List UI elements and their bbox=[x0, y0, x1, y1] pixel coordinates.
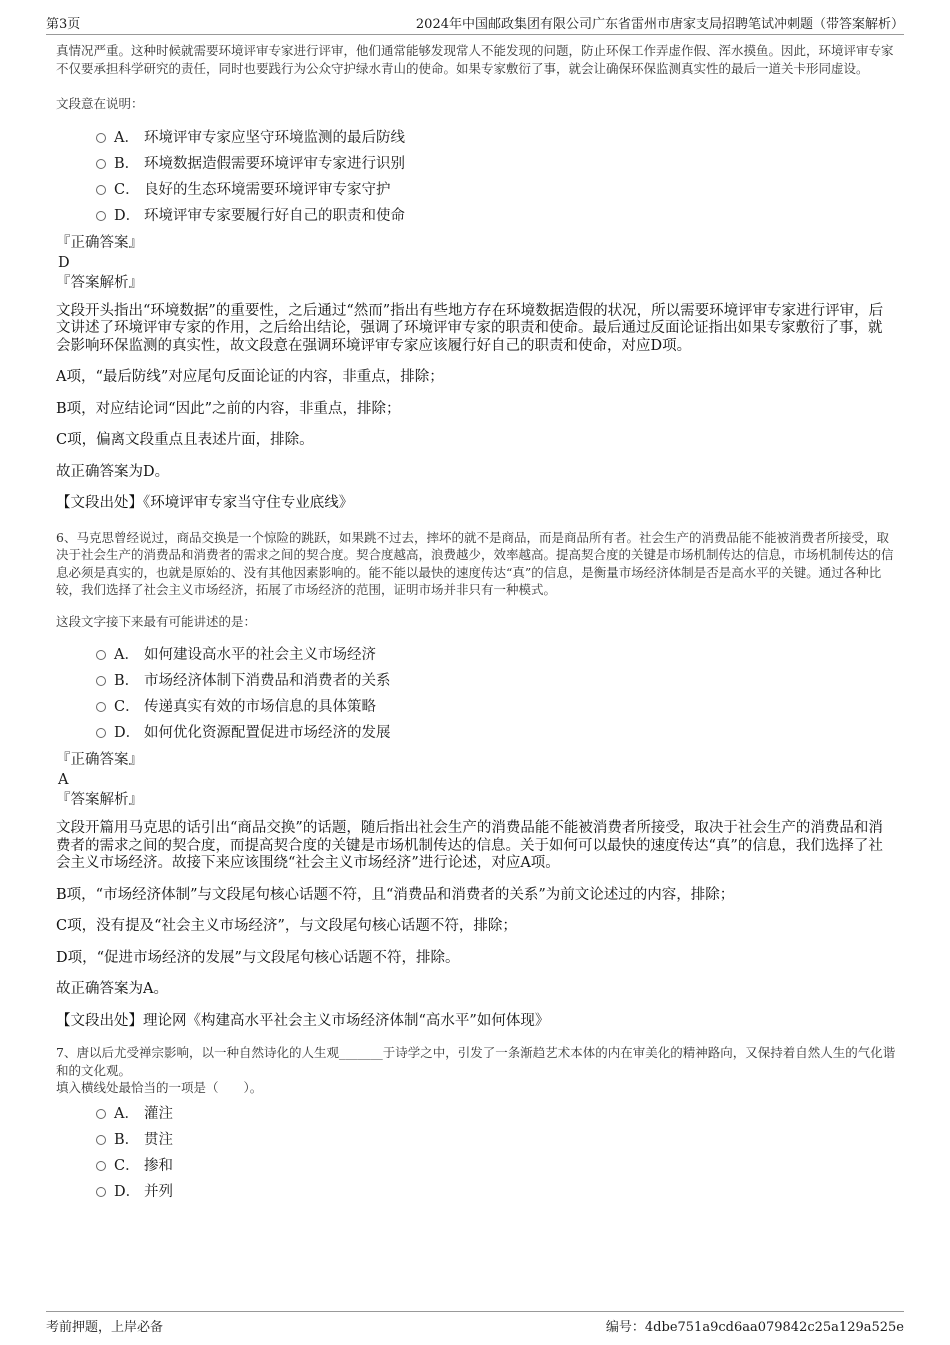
radio-icon[interactable] bbox=[96, 211, 106, 221]
q5-stem: 文段意在说明： bbox=[56, 96, 144, 111]
q5-analysis-a: A项，“最后防线”对应尾句反面论证的内容，非重点，排除； bbox=[56, 369, 444, 385]
q7-option-d[interactable]: D． 并列 bbox=[96, 1179, 896, 1205]
q6-option-c[interactable]: C． 传递真实有效的市场信息的具体策略 bbox=[96, 694, 896, 720]
radio-icon[interactable] bbox=[96, 728, 106, 738]
q5-conclusion: 故正确答案为D。 bbox=[56, 463, 170, 480]
q5-option-c[interactable]: C． 良好的生态环境需要环境评审专家守护 bbox=[96, 177, 896, 203]
q6-stem: 这段文字接下来最有可能讲述的是： bbox=[56, 613, 257, 629]
q6-options bbox=[96, 642, 896, 746]
q6-option-d[interactable]: D． 如何优化资源配置促进市场经济的发展 bbox=[96, 720, 896, 746]
q7-options bbox=[96, 1101, 896, 1205]
radio-icon[interactable] bbox=[96, 676, 106, 686]
radio-icon[interactable] bbox=[96, 1135, 106, 1145]
q6-analysis-label: 『答案解析』 bbox=[56, 792, 143, 808]
q5-source: 【文段出处】《环境评审专家当守住专业底线》 bbox=[56, 495, 354, 511]
q6-option-a[interactable]: A． 如何建设高水平的社会主义市场经济 bbox=[96, 642, 896, 668]
footer-slogan: 考前押题，上岸必备 bbox=[46, 1320, 164, 1335]
q7-passage: 7、唐以后尤受禅宗影响，以一种自然诗化的人生观_______于诗学之中，引发了一条渐趋艺术本体的内在审美化的精神路向，又保持着自然人生的气化谐和的文化观。 bbox=[56, 1045, 896, 1078]
q7-stem: 填入横线处最恰当的一项是（ ）。 bbox=[56, 1080, 263, 1095]
q5-analysis-c: C项，偏离文段重点且表述片面，排除。 bbox=[56, 432, 314, 448]
page-number: 第3页 bbox=[46, 17, 81, 32]
q5-answer: D bbox=[58, 254, 70, 271]
radio-icon[interactable] bbox=[96, 702, 106, 712]
q6-answer: A bbox=[58, 772, 69, 788]
radio-icon[interactable] bbox=[96, 1187, 106, 1197]
q6-analysis-c: C项，没有提及“社会主义市场经济”，与文段尾句核心话题不符，排除； bbox=[56, 918, 517, 934]
radio-icon[interactable] bbox=[96, 185, 106, 195]
q5-option-d[interactable]: D． 环境评审专家要履行好自己的职责和使命 bbox=[96, 203, 896, 229]
q6-analysis-d: D项，“促进市场经济的发展”与文段尾句核心话题不符，排除。 bbox=[56, 949, 460, 966]
page-header bbox=[46, 10, 904, 35]
q5-option-a[interactable]: A． 环境评审专家应坚守环境监测的最后防线 bbox=[96, 125, 896, 151]
q6-source: 【文段出处】理论网《构建高水平社会主义市场经济体制“高水平”如何体现》 bbox=[56, 1012, 550, 1029]
radio-icon[interactable] bbox=[96, 133, 106, 143]
q6-analysis-main: 文段开篇用马克思的话引出“商品交换”的话题，随后指出社会生产的消费品能不能被消费者所接受，取决于社会生产的消费品和消费者的需求之间的契合度，而提高契合度的关键是市场机制传达的信息。关于如何可以最快的速度传达“真”的信息，我们选择了社会主义市场经济。故接下来应该围绕“社会主义市场经济”进行论述，对应A项。 bbox=[56, 820, 883, 871]
page-footer bbox=[46, 1311, 904, 1340]
q5-answer-label: 『正确答案』 bbox=[56, 234, 143, 251]
q6-answer-label: 『正确答案』 bbox=[56, 752, 143, 768]
page-content bbox=[56, 42, 896, 1209]
q6-analysis-b: B项，“市场经济体制”与文段尾句核心话题不符，且“消费品和消费者的关系”为前文论述过的内容，排除； bbox=[56, 886, 735, 903]
q5-analysis-label: 『答案解析』 bbox=[56, 274, 143, 291]
radio-icon[interactable] bbox=[96, 159, 106, 169]
q5-passage: 真情况严重。这种时候就需要环境评审专家进行评审，他们通常能够发现常人不能发现的问题，防止环保工作弄虚作假、浑水摸鱼。因此，环境评审专家不仅要承担科学研究的责任，同时也要践行为公众守护绿水青山的使命。如果专家敷衍了事，就会让确保环保监测真实性的最后一道关卡形同虚设。 bbox=[56, 43, 894, 76]
q5-option-b[interactable]: B． 环境数据造假需要环境评审专家进行识别 bbox=[96, 151, 896, 177]
q6-conclusion: 故正确答案为A。 bbox=[56, 981, 168, 997]
radio-icon[interactable] bbox=[96, 650, 106, 660]
q5-options bbox=[96, 125, 896, 229]
q6-passage: 6、马克思曾经说过，商品交换是一个惊险的跳跃，如果跳不过去，摔坏的就不是商品，而是商品所有者。社会生产的消费品能不能被消费者所接受，取决于社会生产的消费品和消费者的需求之间的契合度。契合度越高，浪费越少，效率越高。提高契合度的关键是市场机制传达的信息，市场机制传达的信息必须是真实的，也就是原始的、没有其他因素影响的。能不能以最快的速度传达“真”的信息，是衡量市场经济体制是否是高水平的关键。通过各种比较，我们选择了社会主义市场经济，拓展了市场经济的范围，证明市场并非只有一种模式。 bbox=[56, 529, 894, 597]
radio-icon[interactable] bbox=[96, 1161, 106, 1171]
q7-option-c[interactable]: C． 掺和 bbox=[96, 1153, 896, 1179]
document-id: 编号：4dbe751a9cd6aa079842c25a129a525e bbox=[605, 1320, 904, 1335]
q7-option-b[interactable]: B． 贯注 bbox=[96, 1127, 896, 1153]
q5-analysis-b: B项，对应结论词“因此”之前的内容，非重点，排除； bbox=[56, 400, 401, 417]
q6-option-b[interactable]: B． 市场经济体制下消费品和消费者的关系 bbox=[96, 668, 896, 694]
q5-analysis-main: 文段开头指出“环境数据”的重要性，之后通过“然而”指出有些地方存在环境数据造假的状况，所以需要环境评审专家进行评审，后文讲述了环境评审专家的作用，之后给出结论，强调了环境评审专家的职责和使命。最后通过反面论证指出如果专家敷衍了事，就会影响环保监测的真实性，故文段意在强调环境评审专家应该履行好自己的职责和使命，对应D项。 bbox=[56, 302, 884, 354]
document-title: 2024年中国邮政集团有限公司广东省雷州市唐家支局招聘笔试冲刺题（带答案解析） bbox=[415, 17, 904, 32]
radio-icon[interactable] bbox=[96, 1109, 106, 1119]
q7-option-a[interactable]: A． 灌注 bbox=[96, 1101, 896, 1127]
